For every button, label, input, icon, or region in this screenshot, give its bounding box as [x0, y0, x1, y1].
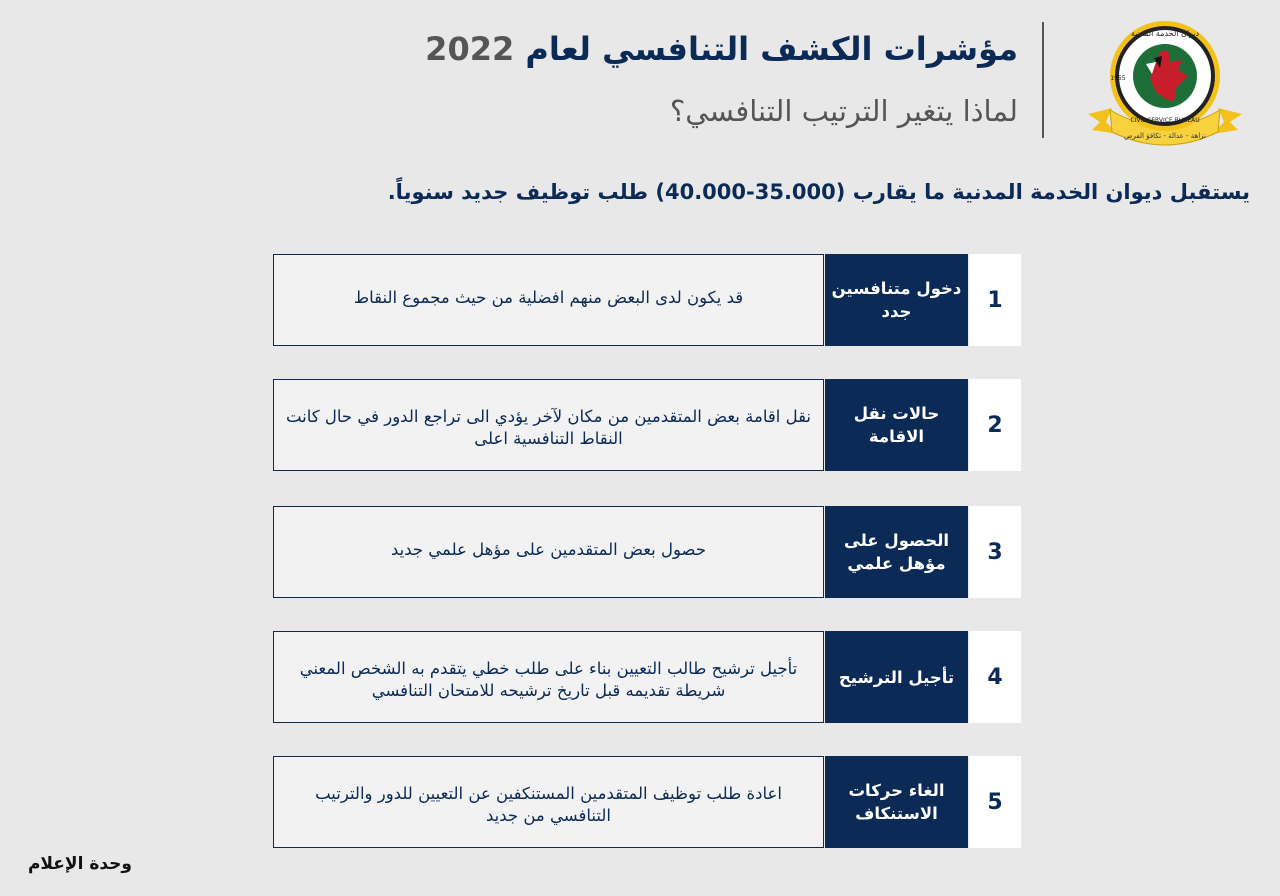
logo-name-en: CIVIL SERVICE BUREAU [1130, 117, 1200, 124]
reason-description: قد يكون لدى البعض منهم افضلية من حيث مجموع النقاط [273, 254, 824, 346]
reason-description: تأجيل ترشيح طالب التعيين بناء على طلب خطي يتقدم به الشخص المعني شريطة تقديمه قبل تاريخ ترشيحه للامتحان التنافسي [273, 631, 824, 723]
intro-text: يستقبل ديوان الخدمة المدنية ما يقارب (35.000-40.000) طلب توظيف جديد سنوياً. [387, 180, 1250, 204]
reason-number: 5 [969, 756, 1021, 848]
reason-row-4 [273, 631, 1021, 725]
reason-number: 3 [969, 506, 1021, 598]
reason-number: 2 [969, 379, 1021, 471]
reason-number: 1 [969, 254, 1021, 346]
header-divider [1042, 22, 1044, 138]
reason-number: 4 [969, 631, 1021, 723]
logo-motto: نزاهة - عدالة - تكافؤ الفرص [1124, 132, 1206, 140]
reason-description: حصول بعض المتقدمين على مؤهل علمي جديد [273, 506, 824, 598]
reason-row-2 [273, 379, 1021, 473]
reason-row-5 [273, 756, 1021, 850]
reason-heading: الحصول على مؤهل علمي [825, 506, 968, 598]
civil-service-bureau-logo [1084, 18, 1246, 150]
logo-name-ar: ديوان الخدمة المدنية [1130, 29, 1200, 38]
footer-credit: وحدة الإعلام [27, 854, 132, 874]
title-year: 2022 [425, 30, 515, 68]
reason-heading: حالات نقل الاقامة [825, 379, 968, 471]
reason-heading: الغاء حركات الاستنكاف [825, 756, 968, 848]
page-title [425, 30, 1018, 68]
title-text: مؤشرات الكشف التنافسي لعام [525, 30, 1018, 68]
reason-description: نقل اقامة بعض المتقدمين من مكان لآخر يؤدي الى تراجع الدور في حال كانت النقاط التنافسية اعلى [273, 379, 824, 471]
page-subtitle: لماذا يتغير الترتيب التنافسي؟ [669, 94, 1018, 128]
reason-row-1 [273, 254, 1021, 348]
reason-row-3 [273, 506, 1021, 600]
reason-heading: دخول متنافسين جدد [825, 254, 968, 346]
reason-heading: تأجيل الترشيح [825, 631, 968, 723]
reason-description: اعادة طلب توظيف المتقدمين المستنكفين عن التعيين للدور والترتيب التنافسي من جديد [273, 756, 824, 848]
logo-year: 1955 [1110, 75, 1126, 82]
